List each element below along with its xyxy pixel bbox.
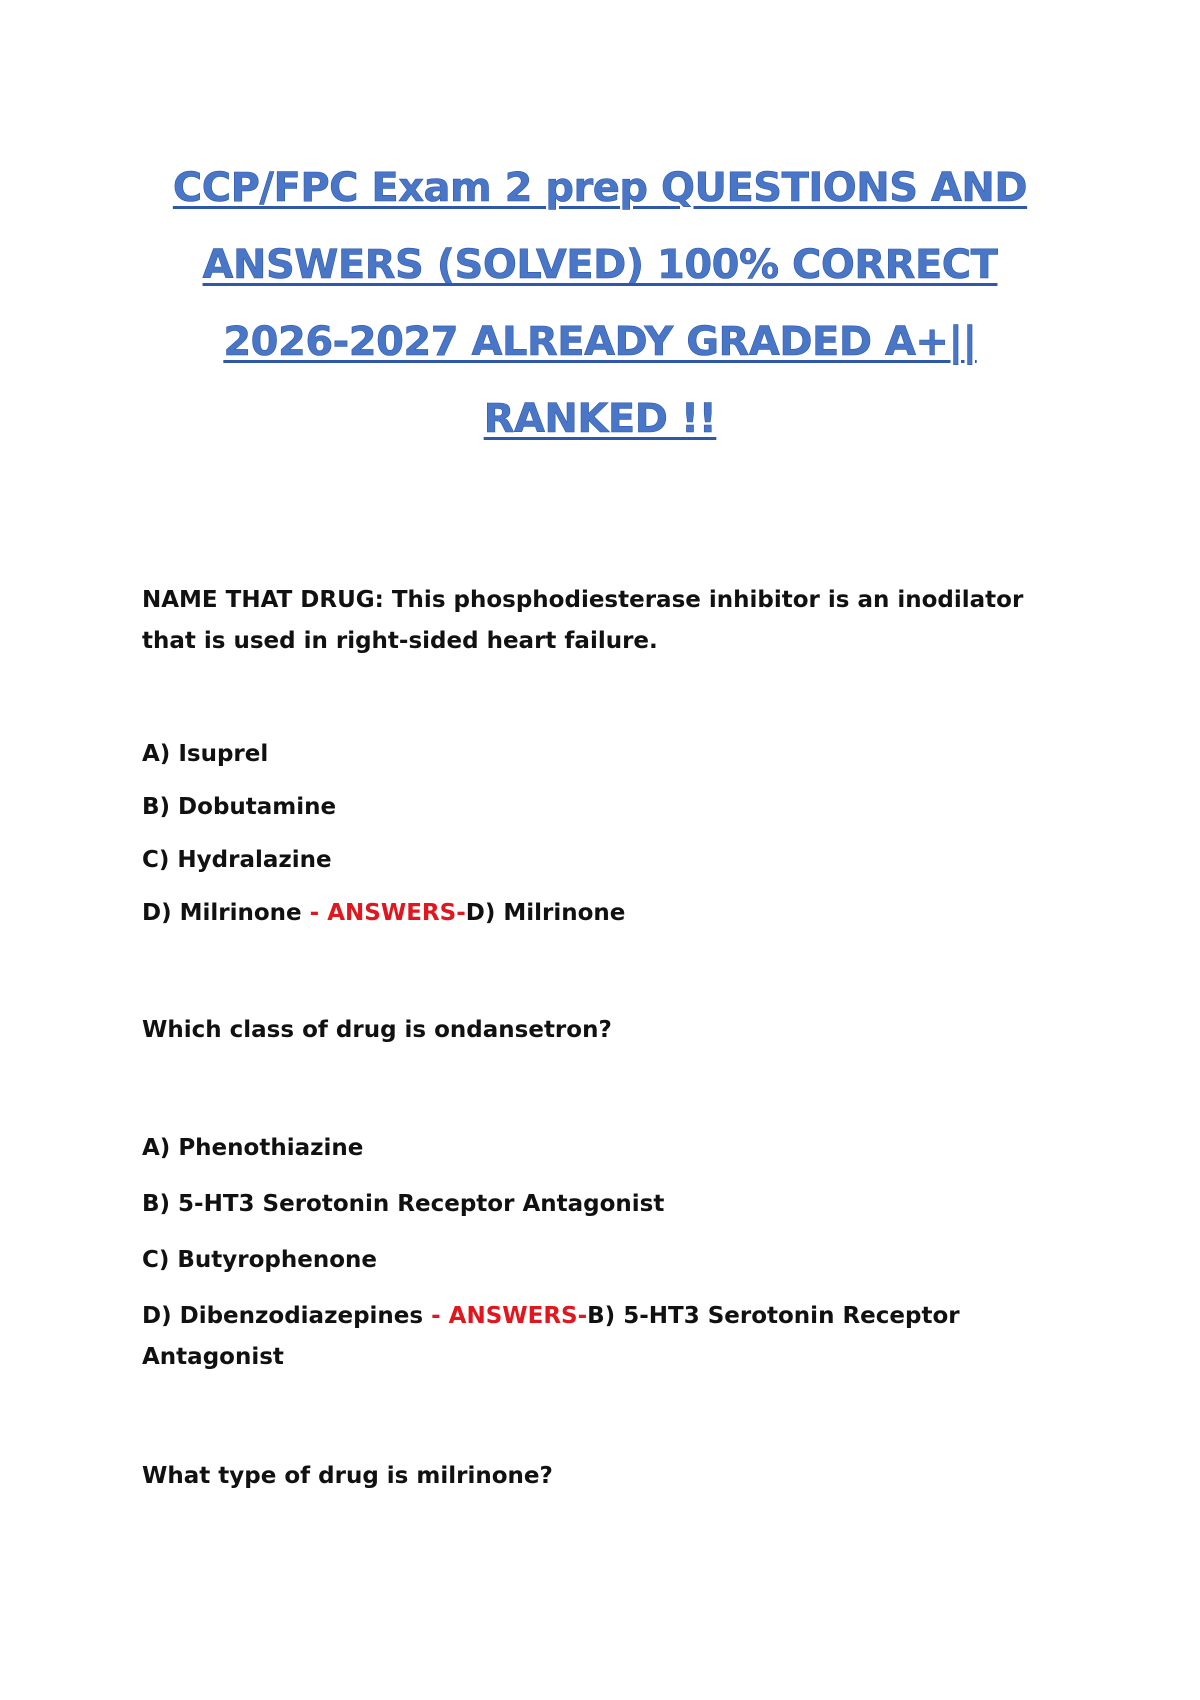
document-body [142,580,1062,1497]
answer-option-c: C) Butyrophenone [142,1247,378,1273]
question-block-2 [142,1010,1062,1378]
title-line: ANSWERS (SOLVED) 100% CORRECT [202,242,998,288]
answer-option-d [142,1296,1002,1378]
title-line: 2026-2027 ALREADY GRADED A+|| [223,319,977,365]
answer-option-a: A) Isuprel [142,741,269,767]
question-text: Which class of drug is ondansetron? [142,1017,612,1043]
title-line: CCP/FPC Exam 2 prep QUESTIONS AND [172,165,1028,211]
correct-answer: D) Milrinone [465,900,626,926]
answers-marker: - ANSWERS- [423,1303,588,1329]
option-text: D) Milrinone [142,900,302,926]
document-title [100,150,1100,458]
question-block-3 [142,1456,1062,1497]
answer-option-a: A) Phenothiazine [142,1135,364,1161]
correct-answer: B) 5-HT3 Serotonin Receptor Antagonist [142,1303,960,1370]
question-text: NAME THAT DRUG: This phosphodiesterase inhibitor is an inodilator that is used in right-sided heart failure. [142,587,1024,654]
answer-option-c: C) Hydralazine [142,847,332,873]
answer-option-b: B) Dobutamine [142,794,337,820]
answer-option-b: B) 5-HT3 Serotonin Receptor Antagonist [142,1191,665,1217]
option-text: D) Dibenzodiazepines [142,1303,424,1329]
answer-option-d [142,893,1062,934]
question-block-1 [142,580,1062,934]
question-text: What type of drug is milrinone? [142,1463,553,1489]
title-line: RANKED !! [483,396,717,442]
answers-marker: - ANSWERS- [301,900,466,926]
